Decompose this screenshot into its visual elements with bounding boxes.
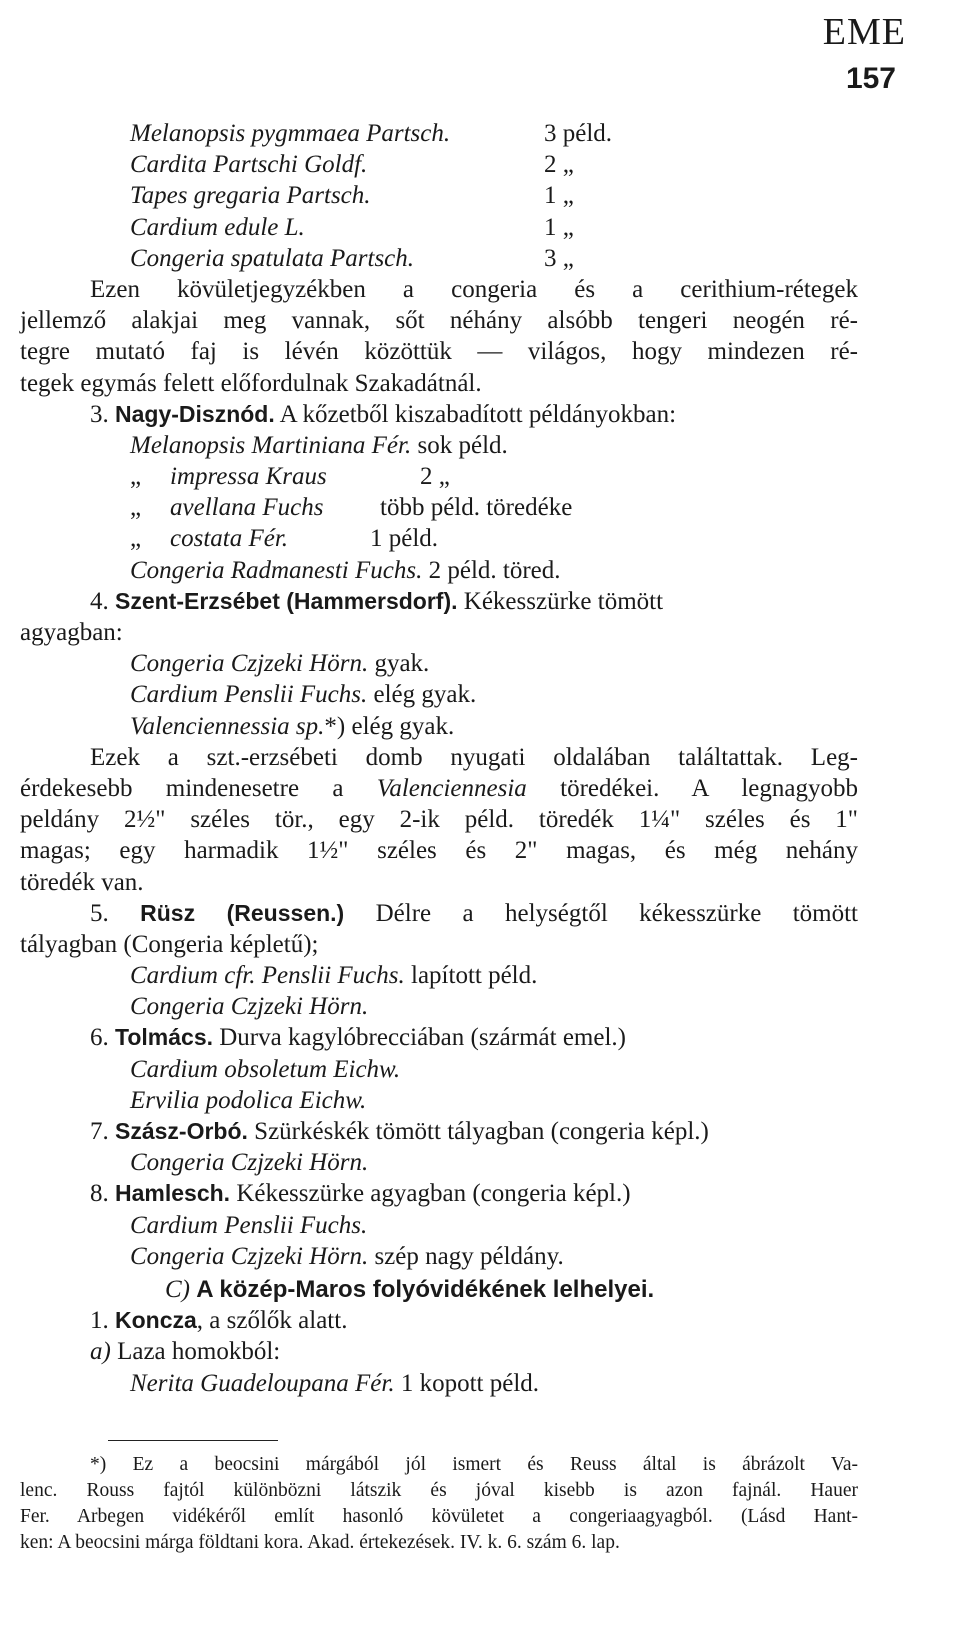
species-name: Valenciennesia xyxy=(376,774,527,802)
text-span: „ xyxy=(130,463,142,491)
species-name: C) xyxy=(165,1275,197,1303)
text-span: Délre a helységtől kékesszürke tömött xyxy=(344,899,858,927)
text-span: 4. xyxy=(90,587,115,615)
locality-name: Rüsz (Reussen.) xyxy=(140,899,345,926)
species-name: Cardium obsoletum Eichw. xyxy=(130,1055,401,1083)
locality-name: Hamlesch. xyxy=(115,1180,231,1207)
locality-name: Szent-Erzsébet (Hammersdorf). xyxy=(115,587,458,614)
page-number: 157 xyxy=(845,62,896,95)
text-span: , a szőlők alatt. xyxy=(196,1307,348,1335)
text-line xyxy=(20,1054,858,1085)
footnote-line: *) Ez a beocsini márgából jól ismert és Reuss által is ábrázolt Va- xyxy=(90,1454,858,1475)
text-line xyxy=(20,1178,858,1209)
text-span: peldány 2½" széles tör., egy 2-ik péld. töredék 1¼" széles és 1" xyxy=(20,806,858,834)
text-line xyxy=(20,929,858,960)
species-name: Congeria spatulata Partsch. xyxy=(130,244,415,272)
species-name: Tapes gregaria Partsch. xyxy=(130,182,371,210)
text-line xyxy=(20,679,858,710)
species-name: Cardium Penslii Fuchs. xyxy=(130,681,368,709)
text-line xyxy=(20,1274,858,1305)
text-line xyxy=(20,991,858,1022)
text-line xyxy=(20,711,858,742)
species-name: Melanopsis pygmmaea Partsch. xyxy=(130,120,451,147)
text-line xyxy=(20,336,858,367)
text-span: több péld. töredéke xyxy=(380,494,573,522)
text-line xyxy=(20,835,858,866)
publisher-mark: EME xyxy=(822,11,906,53)
footnote-line: ken: A beocsini márga földtani kora. Akad. értekezések. IV. k. 6. szám 6. lap. xyxy=(20,1532,620,1553)
text-line xyxy=(20,243,858,274)
text-line xyxy=(20,648,858,679)
text-span: magas; egy harmadik 1½" széles és 2" magas, és még nehány xyxy=(20,837,858,865)
text-span: Ezen kövületjegyzékben a congeria és a cerithium-rétegek xyxy=(90,275,858,303)
species-name: Congeria Czjzeki Hörn. xyxy=(130,1242,369,1270)
text-line xyxy=(20,274,858,305)
species-name: Ervilia podolica Eichw. xyxy=(130,1086,367,1114)
text-span: Kékesszürke tömött xyxy=(457,587,664,615)
text-span: 1 „ xyxy=(544,182,574,210)
locality-name: Koncza xyxy=(115,1307,197,1334)
text-span: „ xyxy=(130,525,142,553)
text-line xyxy=(20,1147,858,1178)
species-name: avellana Fuchs xyxy=(170,494,324,522)
text-span: Kékesszürke agyagban (congeria képl.) xyxy=(230,1180,631,1208)
species-name: Nerita Guadeloupana Fér. xyxy=(130,1369,395,1397)
text-span: „ xyxy=(130,494,142,522)
text-span: Ezek a szt.-erzsébeti domb nyugati oldalában találtattak. Leg- xyxy=(90,743,858,771)
text-span: töredékei. A legnagyobb xyxy=(526,774,858,802)
species-name: impressa Kraus xyxy=(170,463,327,491)
text-span: agyagban: xyxy=(20,619,123,646)
text-span: A kőzetből kiszabadított példányokban: xyxy=(274,400,677,428)
text-line xyxy=(20,461,858,492)
text-span: 3 „ xyxy=(544,244,574,272)
footnote-divider xyxy=(108,1440,278,1441)
species-name: Cardium cfr. Penslii Fuchs. xyxy=(130,962,405,990)
text-span: 6. xyxy=(90,1024,115,1052)
locality-name: Szász-Orbó. xyxy=(115,1118,248,1144)
text-line xyxy=(20,149,858,180)
text-line xyxy=(20,960,858,991)
text-span: 1 péld. xyxy=(370,525,439,553)
text-span: 8. xyxy=(90,1180,115,1208)
text-line xyxy=(20,898,858,929)
footnotes xyxy=(20,1452,858,1556)
species-name: a) xyxy=(90,1338,111,1366)
text-span: 2 péld. töred. xyxy=(422,556,561,584)
species-name: costata Fér. xyxy=(170,525,289,553)
text-span: szép nagy példány. xyxy=(368,1242,564,1270)
text-line xyxy=(20,368,858,399)
species-name: Cardium edule L. xyxy=(130,213,305,241)
species-name: Congeria Czjzeki Hörn. xyxy=(130,650,369,678)
text-line xyxy=(20,305,858,336)
text-span: gyak. xyxy=(368,650,430,678)
text-span: töredék van. xyxy=(20,868,144,896)
text-span: lapított péld. xyxy=(404,962,538,990)
text-span: érdekesebb mindenesetre a xyxy=(20,774,377,802)
text-span: 1. xyxy=(90,1307,115,1335)
text-line xyxy=(20,1085,858,1116)
text-line xyxy=(20,212,858,243)
species-name: Valenciennessia sp. xyxy=(130,712,325,740)
species-name: Cardita Partschi Goldf. xyxy=(130,151,368,179)
footnote-line: Fer. Arbegen vidékéről említ hasonló kövületet a congeriaagyagból. (Lásd Hant- xyxy=(20,1506,858,1527)
text-line xyxy=(20,1368,858,1399)
species-name: Melanopsis Martiniana Fér. xyxy=(130,431,412,459)
text-span: 5. xyxy=(90,899,141,927)
species-name: Congeria Czjzeki Hörn. xyxy=(130,993,369,1021)
locality-name: Tolmács. xyxy=(115,1024,213,1051)
text-span: *) elég gyak. xyxy=(324,712,455,740)
text-span: tályagban (Congeria képletű); xyxy=(20,930,319,958)
text-line xyxy=(20,742,858,773)
text-span: elég gyak. xyxy=(367,681,477,709)
text-span: 3. xyxy=(90,400,115,428)
text-span: Durva kagylóbrecciában (szármát emel.) xyxy=(213,1024,626,1052)
text-span: Laza homokból: xyxy=(110,1338,281,1366)
text-line xyxy=(20,617,858,648)
text-span: 7. xyxy=(90,1118,115,1145)
text-span: Szürkéskék tömött tályagban (congeria képl.) xyxy=(247,1118,709,1145)
text-span: 2 „ xyxy=(544,151,574,179)
text-span: 1 kopott péld. xyxy=(394,1369,540,1397)
text-line xyxy=(20,867,858,898)
text-span: jellemző alakjai meg vannak, sőt néhány alsóbb tengeri neogén ré- xyxy=(20,307,858,335)
text-line xyxy=(20,492,858,523)
text-line xyxy=(20,430,858,461)
text-line xyxy=(20,555,858,586)
text-line xyxy=(20,586,858,617)
species-name: Cardium Penslii Fuchs. xyxy=(130,1211,368,1239)
species-name: Congeria Radmanesti Fuchs. xyxy=(130,556,423,584)
locality-name: Nagy-Disznód. xyxy=(115,400,275,427)
text-line xyxy=(20,118,858,149)
text-line xyxy=(20,773,858,804)
text-line xyxy=(20,523,858,554)
text-line xyxy=(20,1116,858,1147)
footnote-line: lenc. Rouss fajtól különbözni látszik és jóval kisebb is azon fajnál. Hauer xyxy=(20,1480,858,1501)
text-line xyxy=(20,1210,858,1241)
text-span: tegre mutató faj is lévén közöttük — világos, hogy mindezen ré- xyxy=(20,338,858,366)
main-text xyxy=(20,118,858,1399)
text-span: 2 „ xyxy=(420,463,450,491)
text-span: 1 „ xyxy=(544,213,574,241)
text-span: sok péld. xyxy=(411,431,508,459)
text-line xyxy=(20,804,858,835)
species-name: Congeria Czjzeki Hörn. xyxy=(130,1149,369,1177)
text-line xyxy=(20,1336,858,1367)
text-line xyxy=(20,1022,858,1053)
text-line xyxy=(20,180,858,211)
section-heading: A közép-Maros folyóvidékének lelhelyei. xyxy=(196,1275,655,1303)
text-line xyxy=(20,399,858,430)
text-line xyxy=(20,1305,858,1336)
text-line xyxy=(20,1241,858,1272)
text-span: 3 péld. xyxy=(544,120,613,147)
text-span: tegek egymás felett előfordulnak Szakadátnál. xyxy=(20,369,482,397)
